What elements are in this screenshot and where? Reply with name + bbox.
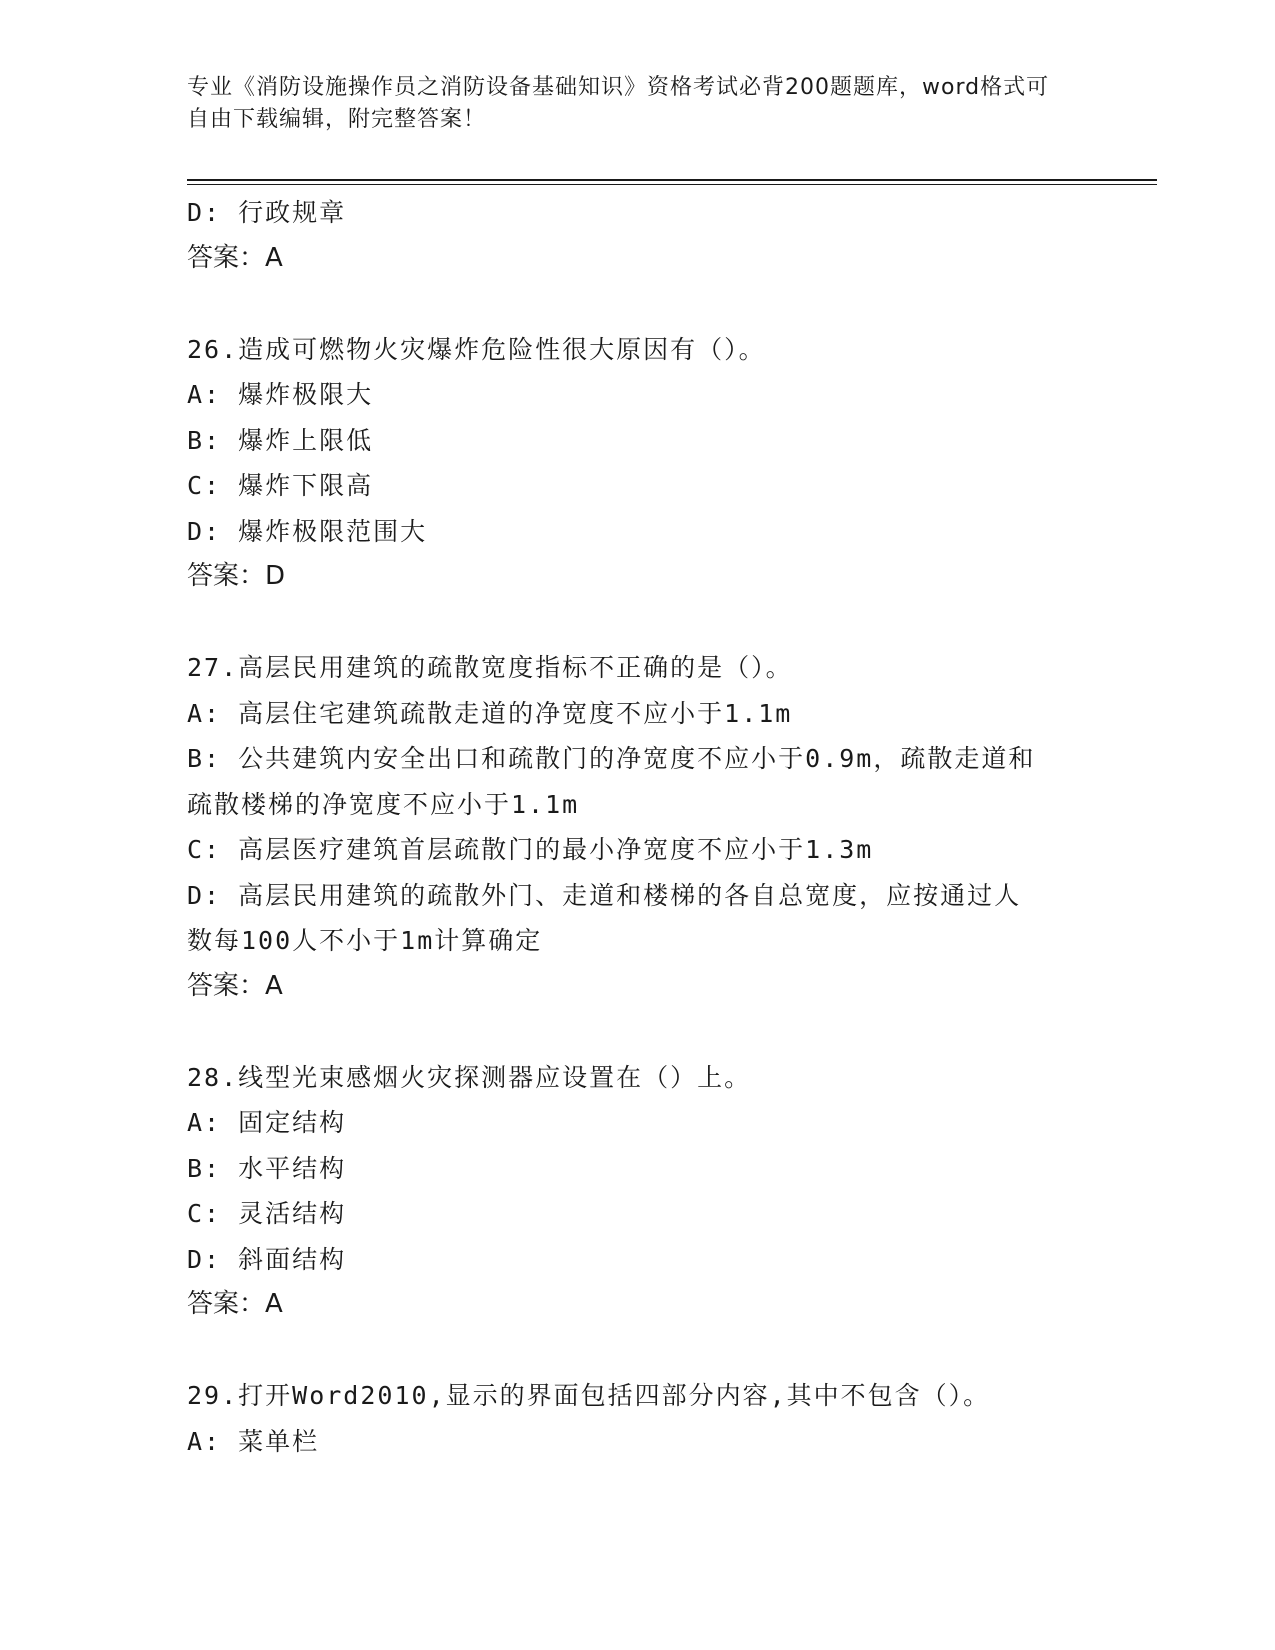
question-28 [187,1055,1087,1328]
option-d: D: 行政规章 [187,198,347,227]
option-d: D: 高层民用建筑的疏散外门、走道和楼梯的各自总宽度，应按通过人 [187,880,1022,910]
header-rule [187,179,1157,181]
option-a: A: 菜单栏 [187,1426,320,1456]
question-27 [187,645,1087,1009]
answer: 答案：A [187,970,283,1001]
option-b: B: 爆炸上限低 [187,425,374,455]
question-29 [187,1373,1087,1464]
answer: 答案：D [187,561,286,591]
question-stem: 29.打开Word2010,显示的界面包括四部分内容,其中不包含（）。 [187,1381,991,1410]
option-c: C: 高层医疗建筑首层疏散门的最小净宽度不应小于1.3m [187,835,874,864]
question-list [187,190,1087,1464]
option-d: D: 斜面结构 [187,1244,347,1274]
option-c: C: 灵活结构 [187,1199,347,1228]
question-26 [187,327,1087,600]
option-d: D: 爆炸极限范围大 [187,516,428,546]
option-d-continued: 数每100人不小于1m计算确定 [187,926,543,955]
option-c: C: 爆炸下限高 [187,471,374,500]
question-stem: 28.线型光束感烟火灾探测器应设置在（）上。 [187,1062,752,1092]
option-b: B: 公共建筑内安全出口和疏散门的净宽度不应小于0.9m，疏散走道和 [187,744,1036,773]
option-a: A: 高层住宅建筑疏散走道的净宽度不应小于1.1m [187,698,793,728]
question-stem: 26.造成可燃物火灾爆炸危险性很大原因有（）。 [187,334,766,364]
header-rule-thin [187,184,1157,185]
question-stem: 27.高层民用建筑的疏散宽度指标不正确的是（）。 [187,653,793,682]
option-b-continued: 疏散楼梯的净宽度不应小于1.1m [187,789,580,819]
option-a: A: 爆炸极限大 [187,380,374,409]
answer: 答案：A [187,1289,283,1319]
option-a: A: 固定结构 [187,1108,347,1137]
document-header: 专业《消防设施操作员之消防设备基础知识》资格考试必背200题题库，word格式可自由下载编辑，附完整答案！ [187,75,1050,132]
option-b: B: 水平结构 [187,1153,347,1183]
answer: 答案：A [187,242,283,273]
